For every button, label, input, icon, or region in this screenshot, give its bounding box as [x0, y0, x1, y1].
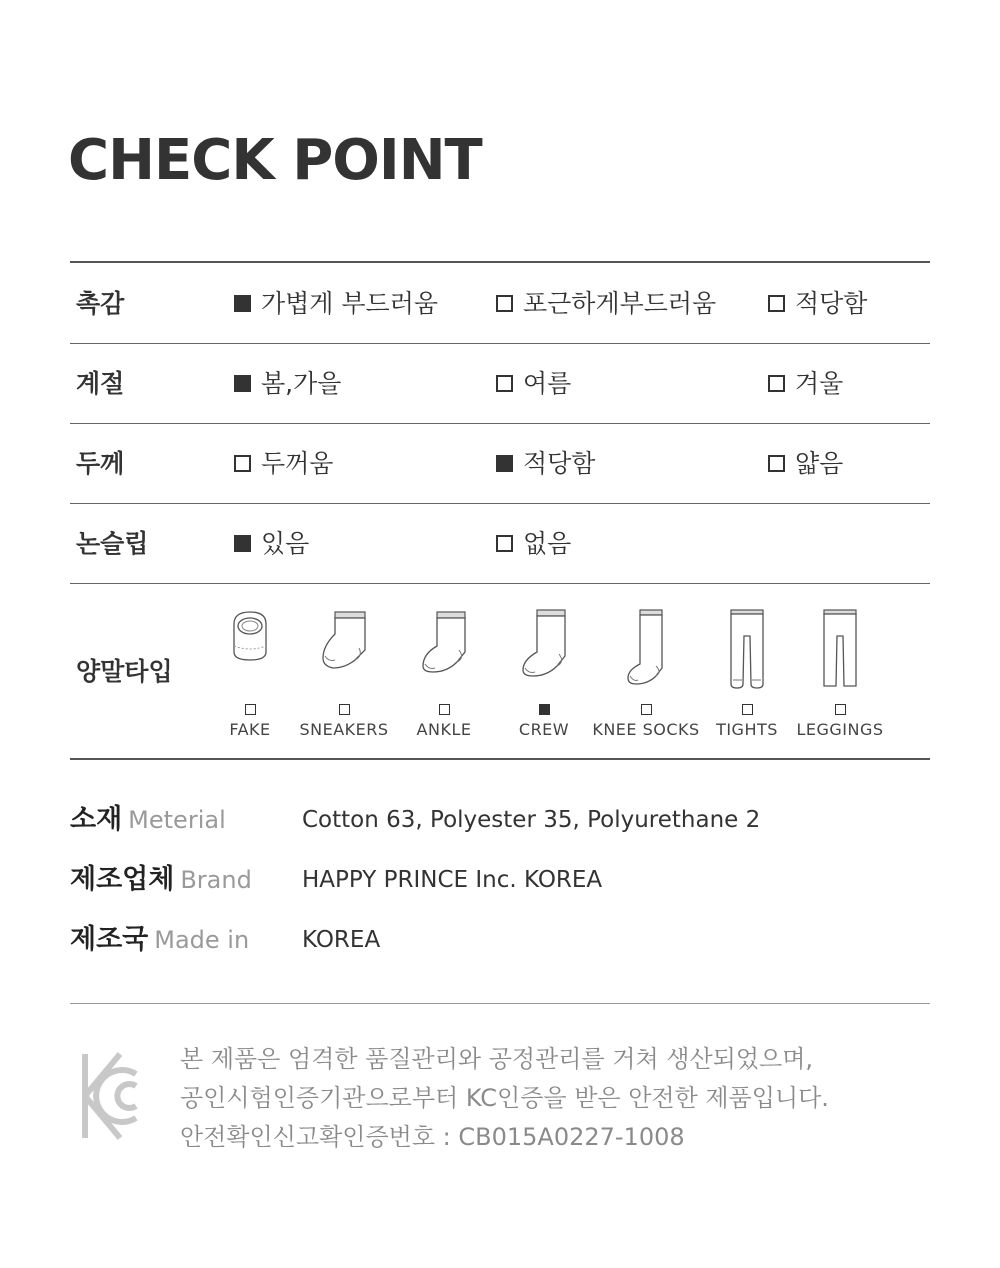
unchecked-box-icon: [835, 704, 846, 715]
option-label: 포근하게부드러움: [523, 289, 717, 318]
option-item: [768, 424, 843, 504]
sock-type-label: ANKLE: [416, 720, 472, 739]
sock-type-row: [70, 586, 930, 758]
spec-label-ko: 제조국: [70, 924, 149, 955]
checkpoint-row-season: [70, 344, 930, 424]
unchecked-box-icon: [742, 704, 753, 715]
fake-sock-icon: [230, 606, 270, 690]
checkpoint-row-nonslip: [70, 504, 930, 584]
unchecked-box-icon: [339, 704, 350, 715]
unchecked-box-icon: [768, 375, 785, 392]
option-label: 없음: [523, 529, 572, 558]
kc-line: 공인시험인증기관으로부터 KC인증을 받은 안전한 제품입니다.: [180, 1084, 829, 1112]
sock-type-item: [489, 606, 599, 739]
checked-box-icon: [234, 535, 251, 552]
unchecked-box-icon: [641, 704, 652, 715]
checked-box-icon: [496, 455, 513, 472]
checkpoint-row-thickness: [70, 424, 930, 504]
option-label: 가볍게 부드러움: [261, 289, 438, 318]
unchecked-box-icon: [496, 375, 513, 392]
spec-label-en: Brand: [180, 866, 252, 894]
spec-material: [70, 800, 930, 840]
sock-type-label: SNEAKERS: [299, 720, 389, 739]
option-label: 두꺼움: [261, 449, 334, 478]
spec-origin: [70, 920, 930, 960]
option-item: [234, 424, 333, 504]
unchecked-box-icon: [439, 704, 450, 715]
row-label: 계절: [76, 369, 125, 398]
option-item: [768, 264, 867, 344]
spec-label-ko: 제조업체: [70, 864, 175, 895]
sock-type-label: TIGHTS: [716, 720, 778, 739]
option-label: 적당함: [795, 289, 868, 318]
option-label: 겨울: [795, 369, 844, 398]
option-label: 있음: [261, 529, 310, 558]
option-label: 얇음: [795, 449, 844, 478]
row-divider: [70, 583, 930, 584]
kc-certification-text: [180, 1040, 829, 1157]
row-label: 논슬립: [76, 529, 149, 558]
unchecked-box-icon: [496, 535, 513, 552]
sock-type-item: [785, 606, 895, 739]
option-item: [496, 504, 571, 584]
row-label: 촉감: [76, 289, 125, 318]
option-item: [496, 424, 595, 504]
unchecked-box-icon: [234, 455, 251, 472]
spec-brand: [70, 860, 930, 900]
unchecked-box-icon: [768, 455, 785, 472]
sock-type-item: [289, 606, 399, 739]
option-item: [768, 344, 843, 424]
spec-value: HAPPY PRINCE Inc. KOREA: [302, 867, 603, 893]
spec-label-en: Meterial: [128, 806, 226, 834]
spec-label-en: Made in: [154, 926, 250, 954]
checked-box-icon: [234, 375, 251, 392]
option-item: [496, 264, 716, 344]
checked-box-icon: [234, 295, 251, 312]
sock-type-label: LEGGINGS: [796, 720, 884, 739]
checkpoint-row-texture: [70, 264, 930, 344]
option-label: 적당함: [523, 449, 596, 478]
option-item: [234, 264, 438, 344]
option-label: 봄,가을: [261, 369, 342, 398]
row-label: 두께: [76, 449, 125, 478]
spec-value: KOREA: [302, 927, 381, 953]
option-item: [496, 344, 571, 424]
sock-type-item: [591, 606, 701, 739]
sock-type-label: KNEE SOCKS: [592, 720, 700, 739]
crew-sock-icon: [519, 606, 569, 690]
sock-type-label: FAKE: [229, 720, 271, 739]
tights-icon: [727, 606, 767, 690]
leggings-icon: [820, 606, 860, 690]
unchecked-box-icon: [496, 295, 513, 312]
kc-divider: [70, 1003, 930, 1004]
unchecked-box-icon: [245, 704, 256, 715]
option-label: 여름: [523, 369, 572, 398]
sock-type-item: [389, 606, 499, 739]
knee-sock-icon: [626, 606, 666, 690]
kc-line: 안전확인신고확인증번호 : CB015A0227-1008: [180, 1123, 685, 1151]
table-bottom-rule: [70, 758, 930, 760]
sock-type-label: CREW: [518, 720, 570, 739]
kc-line: 본 제품은 엄격한 품질관리와 공정관리를 거쳐 생산되었으며,: [180, 1045, 814, 1073]
spec-value: Cotton 63, Polyester 35, Polyurethane 2: [302, 807, 761, 833]
option-item: [234, 504, 309, 584]
page-title: CHECK POINT: [68, 128, 482, 193]
spec-label-ko: 소재: [70, 804, 123, 835]
row-label: 양말타입: [76, 657, 173, 686]
ankle-sock-icon: [419, 606, 469, 690]
sneakers-sock-icon: [319, 606, 369, 690]
option-item: [234, 344, 341, 424]
unchecked-box-icon: [768, 295, 785, 312]
table-top-rule: [70, 261, 930, 263]
checked-box-icon: [539, 704, 550, 715]
kc-mark-icon: [80, 1050, 140, 1142]
